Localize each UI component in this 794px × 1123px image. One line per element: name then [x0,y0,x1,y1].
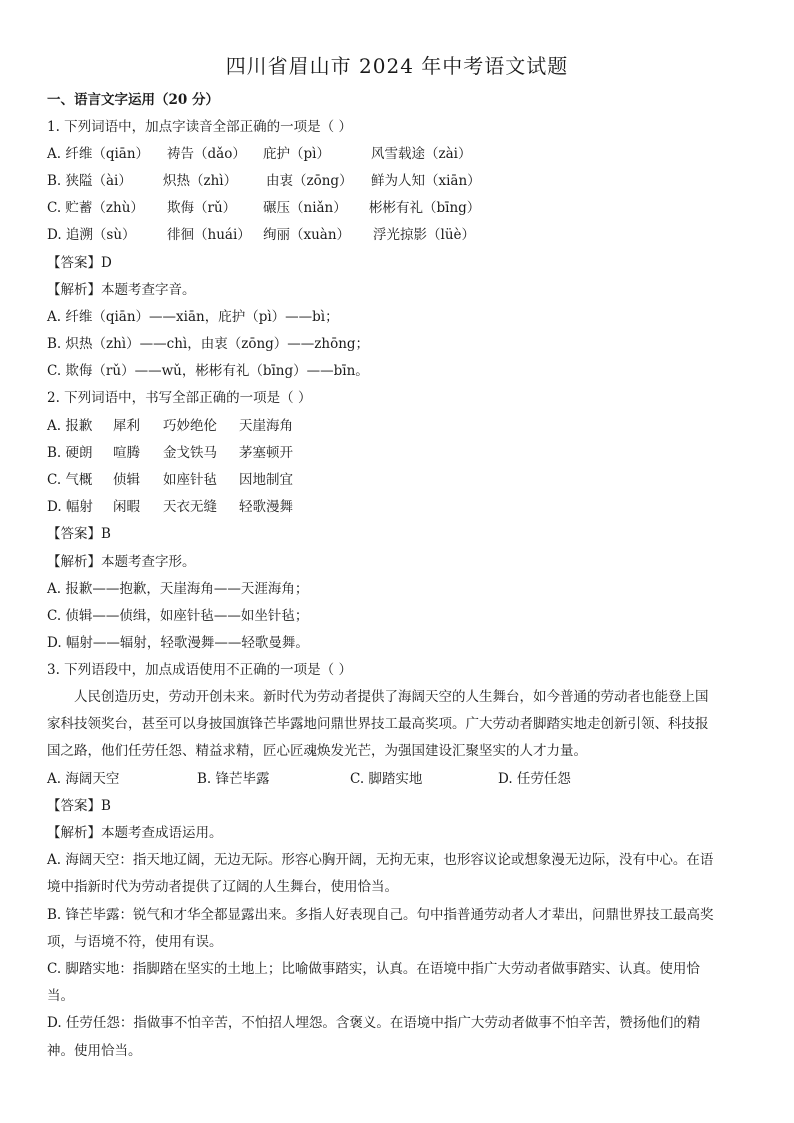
q3-option-d: D. 任劳任怨 [498,771,571,787]
q2-analysis: 【解析】本题考查字形。 [47,554,196,570]
q1-option-a1: A. 纤维（qiān） [47,146,150,162]
q1-option-b3: 由衷（zōng） [266,173,353,189]
q3-analysis: C. 脚踏实地：指脚踏在坚实的土地上；比喻做事踏实，认真。在语境中指广大劳动者做事踏实、认真。使用恰 [47,961,700,977]
q2-option-d2: 闲暇 [113,499,140,515]
q1-answer: 【答案】D [47,255,112,271]
q1-option-d4: 浮光掠影（lüè） [373,227,476,243]
q2-option-c4: 因地制宜 [239,472,293,488]
q3-analysis: 神。使用恰当。 [47,1043,142,1059]
q3-answer: 【答案】B [47,798,111,814]
q3-analysis: A. 海阔天空：指天地辽阔，无边无际。形容心胸开阔，无拘无束，也形容议论或想象漫无边际，没有中心。在语 [47,852,714,868]
q2-option-d4: 轻歌漫舞 [239,499,293,515]
q1-option-a2: 祷告（dǎo） [167,146,246,162]
q1-analysis: C. 欺侮（rǔ）——wǔ，彬彬有礼（bīng）——bīn。 [47,363,369,379]
q1-option-c3: 碾压（niǎn） [263,200,347,216]
q2-option-a3: 巧妙绝伦 [163,418,217,434]
q2-option-a4: 天崖海角 [239,418,293,434]
q2-option-c3: 如座针毡 [163,472,217,488]
q3-passage: 人民创造历史，劳动开创未来。新时代为劳动者提供了海阔天空的人生舞台，如今普通的劳动者也能登上国 [74,689,709,705]
q2-option-b4: 茅塞顿开 [239,445,293,461]
page-title: 四川省眉山市 2024 年中考语文试题 [225,54,569,78]
q1-option-b2: 炽热（zhì） [163,173,238,189]
q1-option-d3: 绚丽（xuàn） [263,227,351,243]
q3-option-a: A. 海阔天空 [47,771,120,787]
q2-option-d3: 天衣无缝 [163,499,217,515]
q1-option-d2: 徘徊（huái） [167,227,251,243]
q3-stem: 3. 下列语段中，加点成语使用不正确的一项是（ ） [47,662,352,678]
section-heading: 一、语言文字运用（20 分） [47,92,219,108]
q1-option-b4: 鲜为人知（xiān） [371,173,481,189]
q2-option-a1: A. 报歉 [47,418,93,434]
q2-option-b3: 金戈铁马 [163,445,217,461]
q1-option-c2: 欺侮（rǔ） [167,200,237,216]
q2-option-a2: 犀利 [113,418,140,434]
q3-passage: 国之路，他们任劳任怨、精益求精，匠心匠魂焕发光芒，为强国建设汇聚坚实的人才力量。 [47,743,587,759]
q3-passage: 家科技领奖台，甚至可以身披国旗锋芒毕露地问鼎世界技工最高奖项。广大劳动者脚踏实地走创新引领、科技报 [47,716,709,732]
q2-option-c2: 侦辑 [113,472,140,488]
q1-option-d1: D. 追溯（sù） [47,227,136,243]
q1-option-c4: 彬彬有礼（bīng） [369,200,481,216]
q2-analysis: D. 幅射——辐射，轻歌漫舞——轻歌曼舞。 [47,635,309,651]
q1-option-a4: 风雪载途（zài） [371,146,472,162]
q3-analysis: 境中指新时代为劳动者提供了辽阔的人生舞台，使用恰当。 [47,879,398,895]
q1-analysis: B. 炽热（zhì）——chì，由衷（zōng）——zhōng； [47,336,370,352]
q2-option-c1: C. 气概 [47,472,93,488]
q1-option-c1: C. 贮蓄（zhù） [47,200,144,216]
q1-analysis: 【解析】本题考查字音。 [47,282,196,298]
q2-analysis: A. 报歉——抱歉，天崖海角——天涯海角； [47,581,309,597]
q2-option-b1: B. 硬朗 [47,445,93,461]
q3-option-b: B. 锋芒毕露 [197,771,270,787]
q3-analysis: D. 任劳任怨：指做事不怕辛苦，不怕招人埋怨。含褒义。在语境中指广大劳动者做事不怕辛苦，赞扬他们的精 [47,1015,701,1031]
q1-option-b1: B. 狭隘（ài） [47,173,132,189]
q2-analysis: C. 侦辑——侦缉，如座针毡——如坐针毡； [47,608,309,624]
q2-answer: 【答案】B [47,526,111,542]
q2-stem: 2. 下列词语中，书写全部正确的一项是（ ） [47,390,312,406]
q1-analysis: A. 纤维（qiān）——xiān，庇护（pì）——bì； [47,309,339,325]
q3-analysis: 当。 [47,988,74,1004]
q1-option-a3: 庇护（pì） [263,146,330,162]
q3-option-c: C. 脚踏实地 [350,771,423,787]
q3-analysis: 【解析】本题考查成语运用。 [47,825,223,841]
q3-analysis: B. 锋芒毕露：锐气和才华全都显露出来。多指人好表现自己。句中指普通劳动者人才辈出，问鼎世界技工最高奖 [47,907,714,923]
q2-option-d1: D. 幅射 [47,499,93,515]
q3-analysis: 项，与语境不符，使用有误。 [47,934,223,950]
q2-option-b2: 喧腾 [113,445,140,461]
q1-stem: 1. 下列词语中，加点字读音全部正确的一项是（ ） [47,119,352,135]
